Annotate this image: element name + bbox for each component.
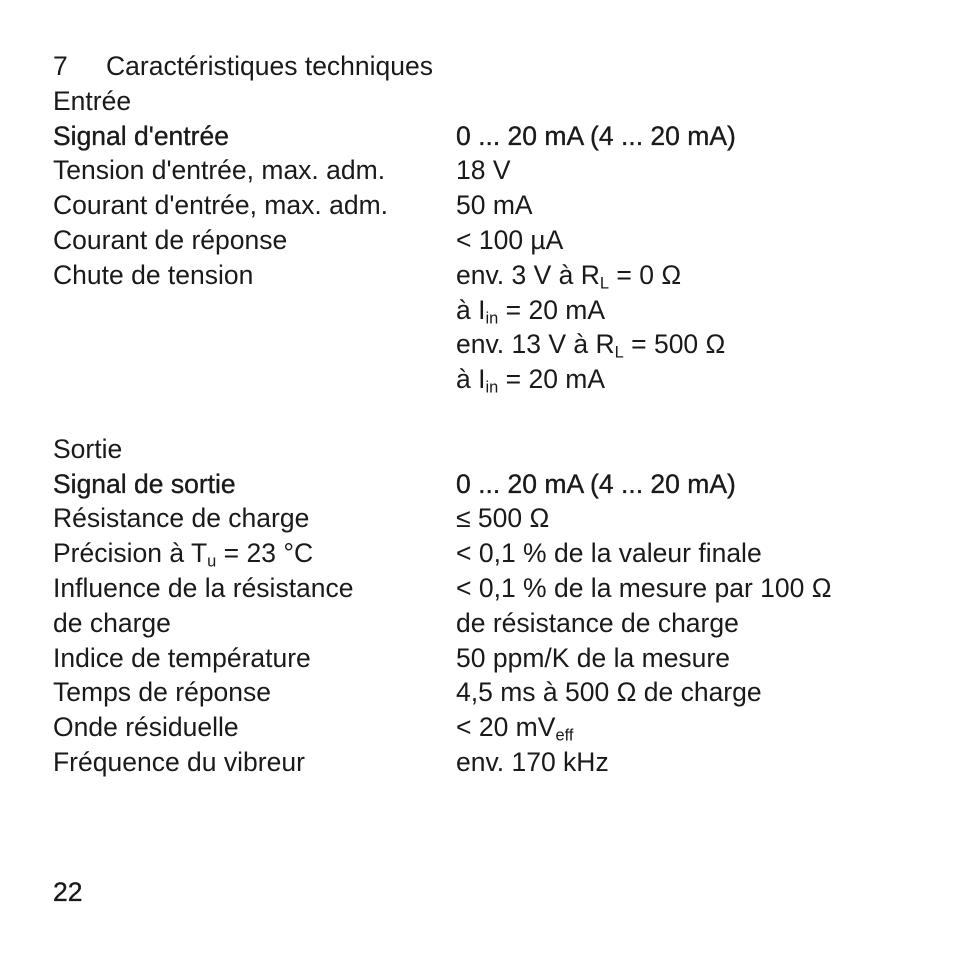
spec-row-voltage-drop bbox=[53, 258, 913, 293]
spec-row-load-influence-cont bbox=[53, 606, 913, 641]
chapter-title: Caractéristiques techniques bbox=[106, 51, 434, 81]
spec-value: < 0,1 % de la valeur finale bbox=[456, 538, 762, 569]
spec-label: Fréquence du vibreur bbox=[53, 746, 305, 777]
spec-row-voltage-drop-cont bbox=[53, 362, 913, 397]
spec-value: 50 mA bbox=[456, 190, 533, 221]
spec-label: de charge bbox=[53, 607, 171, 638]
spec-label: Précision à $T_u = 23$ °C bbox=[53, 538, 314, 571]
spec-value: < 20 $mV_{eff}$ bbox=[456, 712, 574, 745]
spec-row-max-input-current bbox=[53, 188, 913, 223]
spec-label: Résistance de charge bbox=[53, 503, 310, 534]
spec-row-chopper-frequency bbox=[53, 745, 913, 780]
spec-value: à $I_{in} = 20$ mA bbox=[456, 294, 606, 328]
output-section-title: Sortie bbox=[53, 433, 123, 464]
page-number: 22 bbox=[53, 877, 83, 907]
spec-label: Courant de réponse bbox=[53, 224, 288, 255]
input-signal-value: 0 ... 20 mA (4 ... 20 mA) bbox=[456, 120, 736, 151]
spec-row-load-influence bbox=[53, 571, 913, 606]
section-spacer bbox=[53, 397, 913, 432]
spec-page bbox=[53, 49, 913, 780]
spec-row-accuracy bbox=[53, 536, 913, 571]
spec-value: ≤ 500 Ω bbox=[456, 503, 550, 534]
spec-value: 4,5 ms à 500 Ω de charge bbox=[456, 677, 762, 708]
spec-label: Onde résiduelle bbox=[53, 712, 239, 743]
spec-value: 18 V bbox=[456, 155, 511, 186]
spec-row-load-resistance bbox=[53, 501, 913, 536]
spec-value: < 100 µA bbox=[456, 224, 564, 255]
chapter-heading bbox=[53, 49, 913, 84]
spec-row-temperature-coefficient bbox=[53, 641, 913, 676]
spec-value: 50 ppm/K de la mesure bbox=[456, 642, 730, 673]
spec-label: Influence de la résistance bbox=[53, 572, 354, 603]
spec-row-max-input-voltage bbox=[53, 153, 913, 188]
spec-value: < 0,1 % de la mesure par 100 Ω bbox=[456, 572, 832, 603]
spec-row-voltage-drop-cont bbox=[53, 327, 913, 362]
spec-value: à $I_{in} = 20$ mA bbox=[456, 364, 606, 397]
spec-label: Courant d'entrée, max. adm. bbox=[53, 190, 389, 221]
input-signal-row bbox=[53, 119, 913, 154]
spec-value: env. 3 V à $R_L = 0$ Ω bbox=[456, 259, 682, 293]
output-signal-row bbox=[53, 467, 913, 502]
input-section-title: Entrée bbox=[53, 85, 132, 116]
output-signal-value: 0 ... 20 mA (4 ... 20 mA) bbox=[456, 468, 736, 499]
spec-label: Indice de température bbox=[53, 642, 311, 673]
spec-row-response-current bbox=[53, 223, 913, 258]
spec-row-voltage-drop-cont bbox=[53, 293, 913, 328]
spec-label: Temps de réponse bbox=[53, 677, 272, 708]
spec-value: env. 170 kHz bbox=[456, 746, 609, 777]
input-signal-label: Signal d'entrée bbox=[53, 120, 229, 151]
chapter-number: 7 bbox=[53, 51, 68, 81]
spec-row-response-time bbox=[53, 675, 913, 710]
spec-label: Chute de tension bbox=[53, 259, 254, 290]
output-signal-label: Signal de sortie bbox=[53, 468, 236, 499]
spec-row-ripple bbox=[53, 710, 913, 745]
spec-value: de résistance de charge bbox=[456, 607, 739, 638]
spec-label: Tension d'entrée, max. adm. bbox=[53, 155, 386, 186]
spec-value: env. 13 V à $R_L = 500$ Ω bbox=[456, 329, 726, 362]
